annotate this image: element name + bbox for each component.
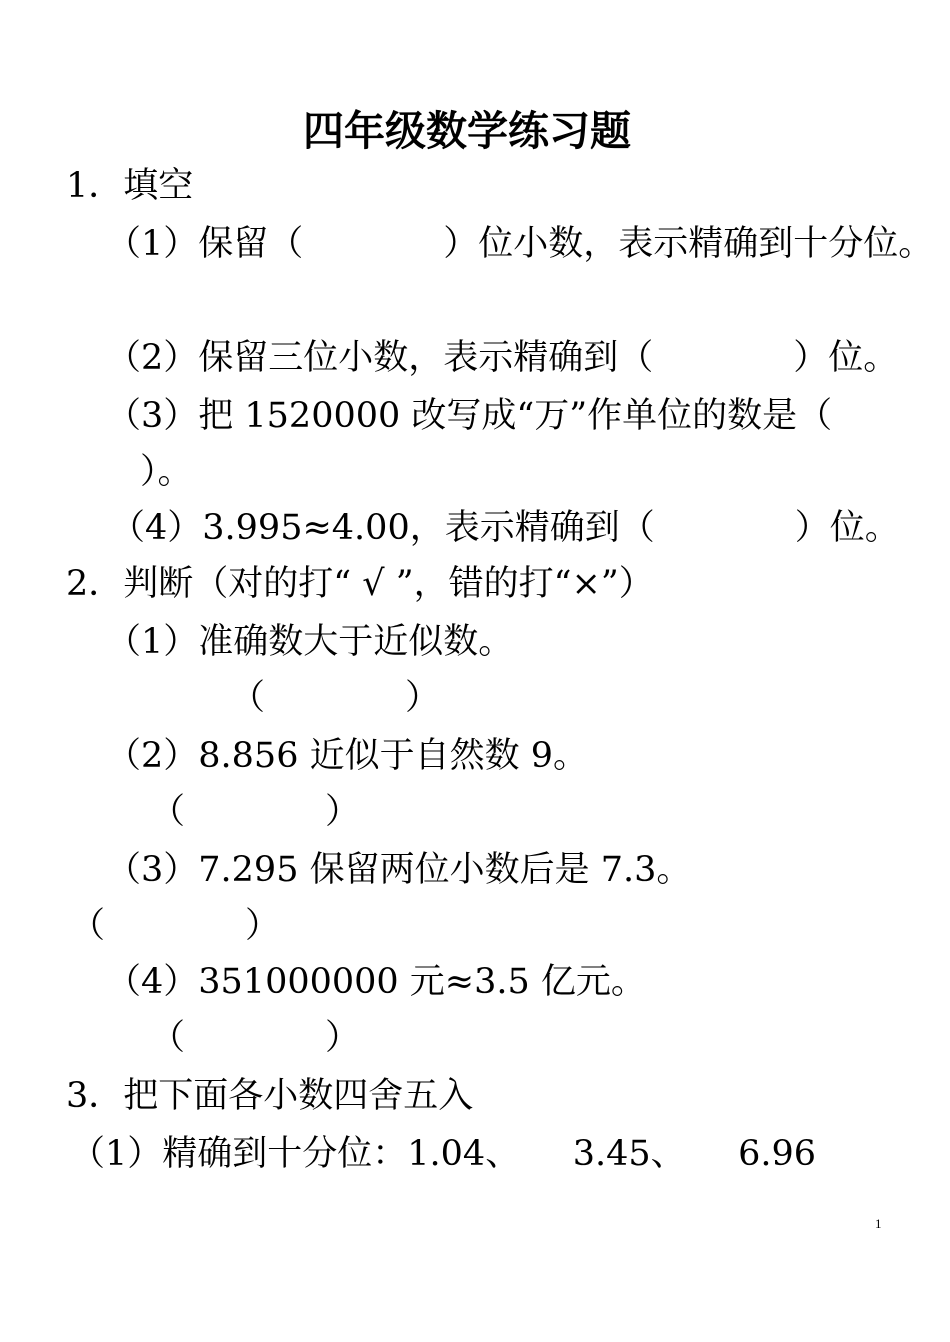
s1-question-3-continued: ）。 xyxy=(140,452,193,492)
section-3-heading: 3．把下面各小数四舍五入 xyxy=(66,1076,474,1116)
s1-question-3: （3）把 1520000 改写成“万”作单位的数是（ xyxy=(106,396,833,436)
s3-question-1: （1）精确到十分位：1.04、 3.45、 6.96 xyxy=(70,1134,817,1174)
s2-question-3-blank: （ ） xyxy=(70,906,281,946)
s2-question-1-blank: （ ） xyxy=(230,678,441,718)
s2-question-2: （2）8.856 近似于自然数 9。 xyxy=(106,736,588,776)
section-1-heading: 1．填空 xyxy=(66,166,194,206)
section-2-heading: 2．判断（对的打“ √ ”，错的打“×”） xyxy=(66,564,654,604)
s1-question-4: （4）3.995≈4.00，表示精确到（ ）位。 xyxy=(110,508,900,548)
page-title: 四年级数学练习题 xyxy=(303,107,631,155)
s1-question-1: （1）保留（ ）位小数，表示精确到十分位。 xyxy=(106,224,934,264)
s2-question-4-blank: （ ） xyxy=(150,1018,361,1058)
s2-question-4: （4）351000000 元≈3.5 亿元。 xyxy=(106,962,646,1002)
s1-question-2: （2）保留三位小数，表示精确到（ ）位。 xyxy=(106,338,899,378)
page-number: 1 xyxy=(875,1216,882,1231)
s2-question-1: （1）准确数大于近似数。 xyxy=(106,622,514,662)
s2-question-3: （3）7.295 保留两位小数后是 7.3。 xyxy=(106,850,692,890)
s2-question-2-blank: （ ） xyxy=(150,792,361,832)
